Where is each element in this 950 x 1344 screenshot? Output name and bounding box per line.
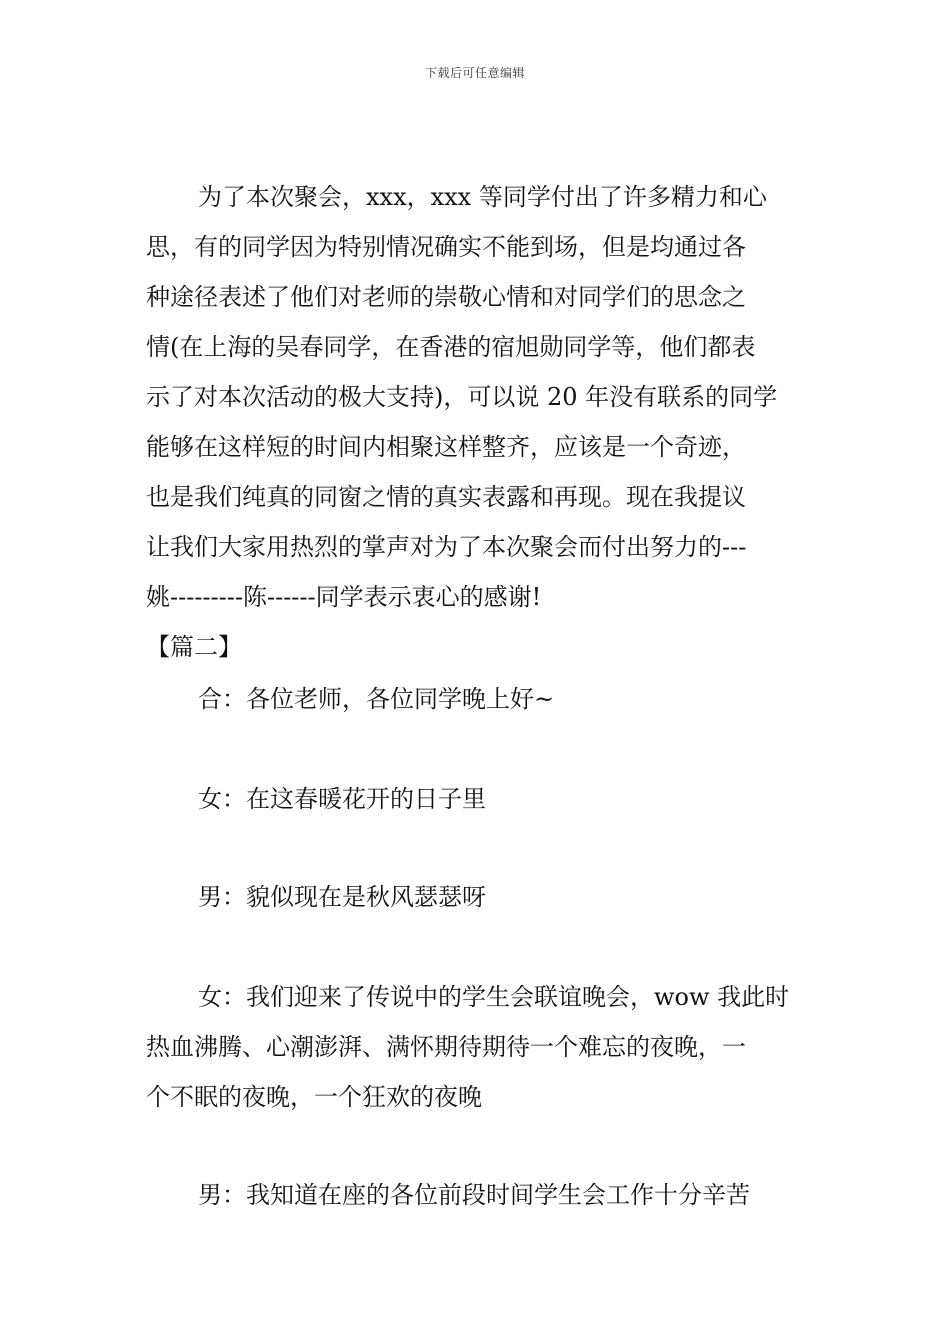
text-line: 示了对本次活动的极大支持)，可以说 20 年没有联系的同学: [146, 383, 778, 411]
text-line: 热血沸腾、心潮澎湃、满怀期待期待一个难忘的夜晚，一: [146, 1033, 746, 1061]
text-line: 姚---------陈------同学表示衷心的感谢!: [146, 583, 542, 611]
section-title: 【篇二】: [146, 633, 242, 661]
text-line: 思，有的同学因为特别情况确实不能到场，但是均通过各: [146, 233, 746, 261]
text-line: 男：我知道在座的各位前段时间学生会工作十分辛苦: [198, 1181, 750, 1209]
text-line: 情(在上海的吴春同学，在香港的宿旭勋同学等，他们都表: [146, 333, 756, 361]
text-line: 合：各位老师，各位同学晚上好~: [198, 685, 555, 713]
text-line: 能够在这样短的时间内相聚这样整齐，应该是一个奇迹，: [146, 433, 746, 461]
text-line: 男：貌似现在是秋风瑟瑟呀: [198, 883, 486, 911]
paragraph-thanks: [146, 172, 810, 622]
dialogue-line-2: [146, 774, 810, 824]
dialogue-line-5: [146, 1170, 810, 1220]
text-line: 让我们大家用热烈的掌声对为了本次聚会而付出努力的---: [146, 533, 747, 561]
text-line: 也是我们纯真的同窗之情的真实表露和再现。现在我提议: [146, 483, 746, 511]
text-line: 女：在这春暖花开的日子里: [198, 785, 486, 813]
text-line: 为了本次聚会，xxx，xxx 等同学付出了许多精力和心: [198, 183, 767, 211]
text-line: 个不眠的夜晚，一个狂欢的夜晚: [146, 1083, 482, 1111]
dialogue-line-3: [146, 872, 810, 922]
dialogue-line-1: [146, 674, 810, 724]
text-line: 女：我们迎来了传说中的学生会联谊晚会，wow 我此时: [198, 983, 790, 1011]
text-line: 种途径表述了他们对老师的崇敬心情和对同学们的思念之: [146, 283, 746, 311]
dialogue-line-4: [146, 972, 810, 1122]
header-note: 下载后可任意编辑: [424, 66, 525, 80]
